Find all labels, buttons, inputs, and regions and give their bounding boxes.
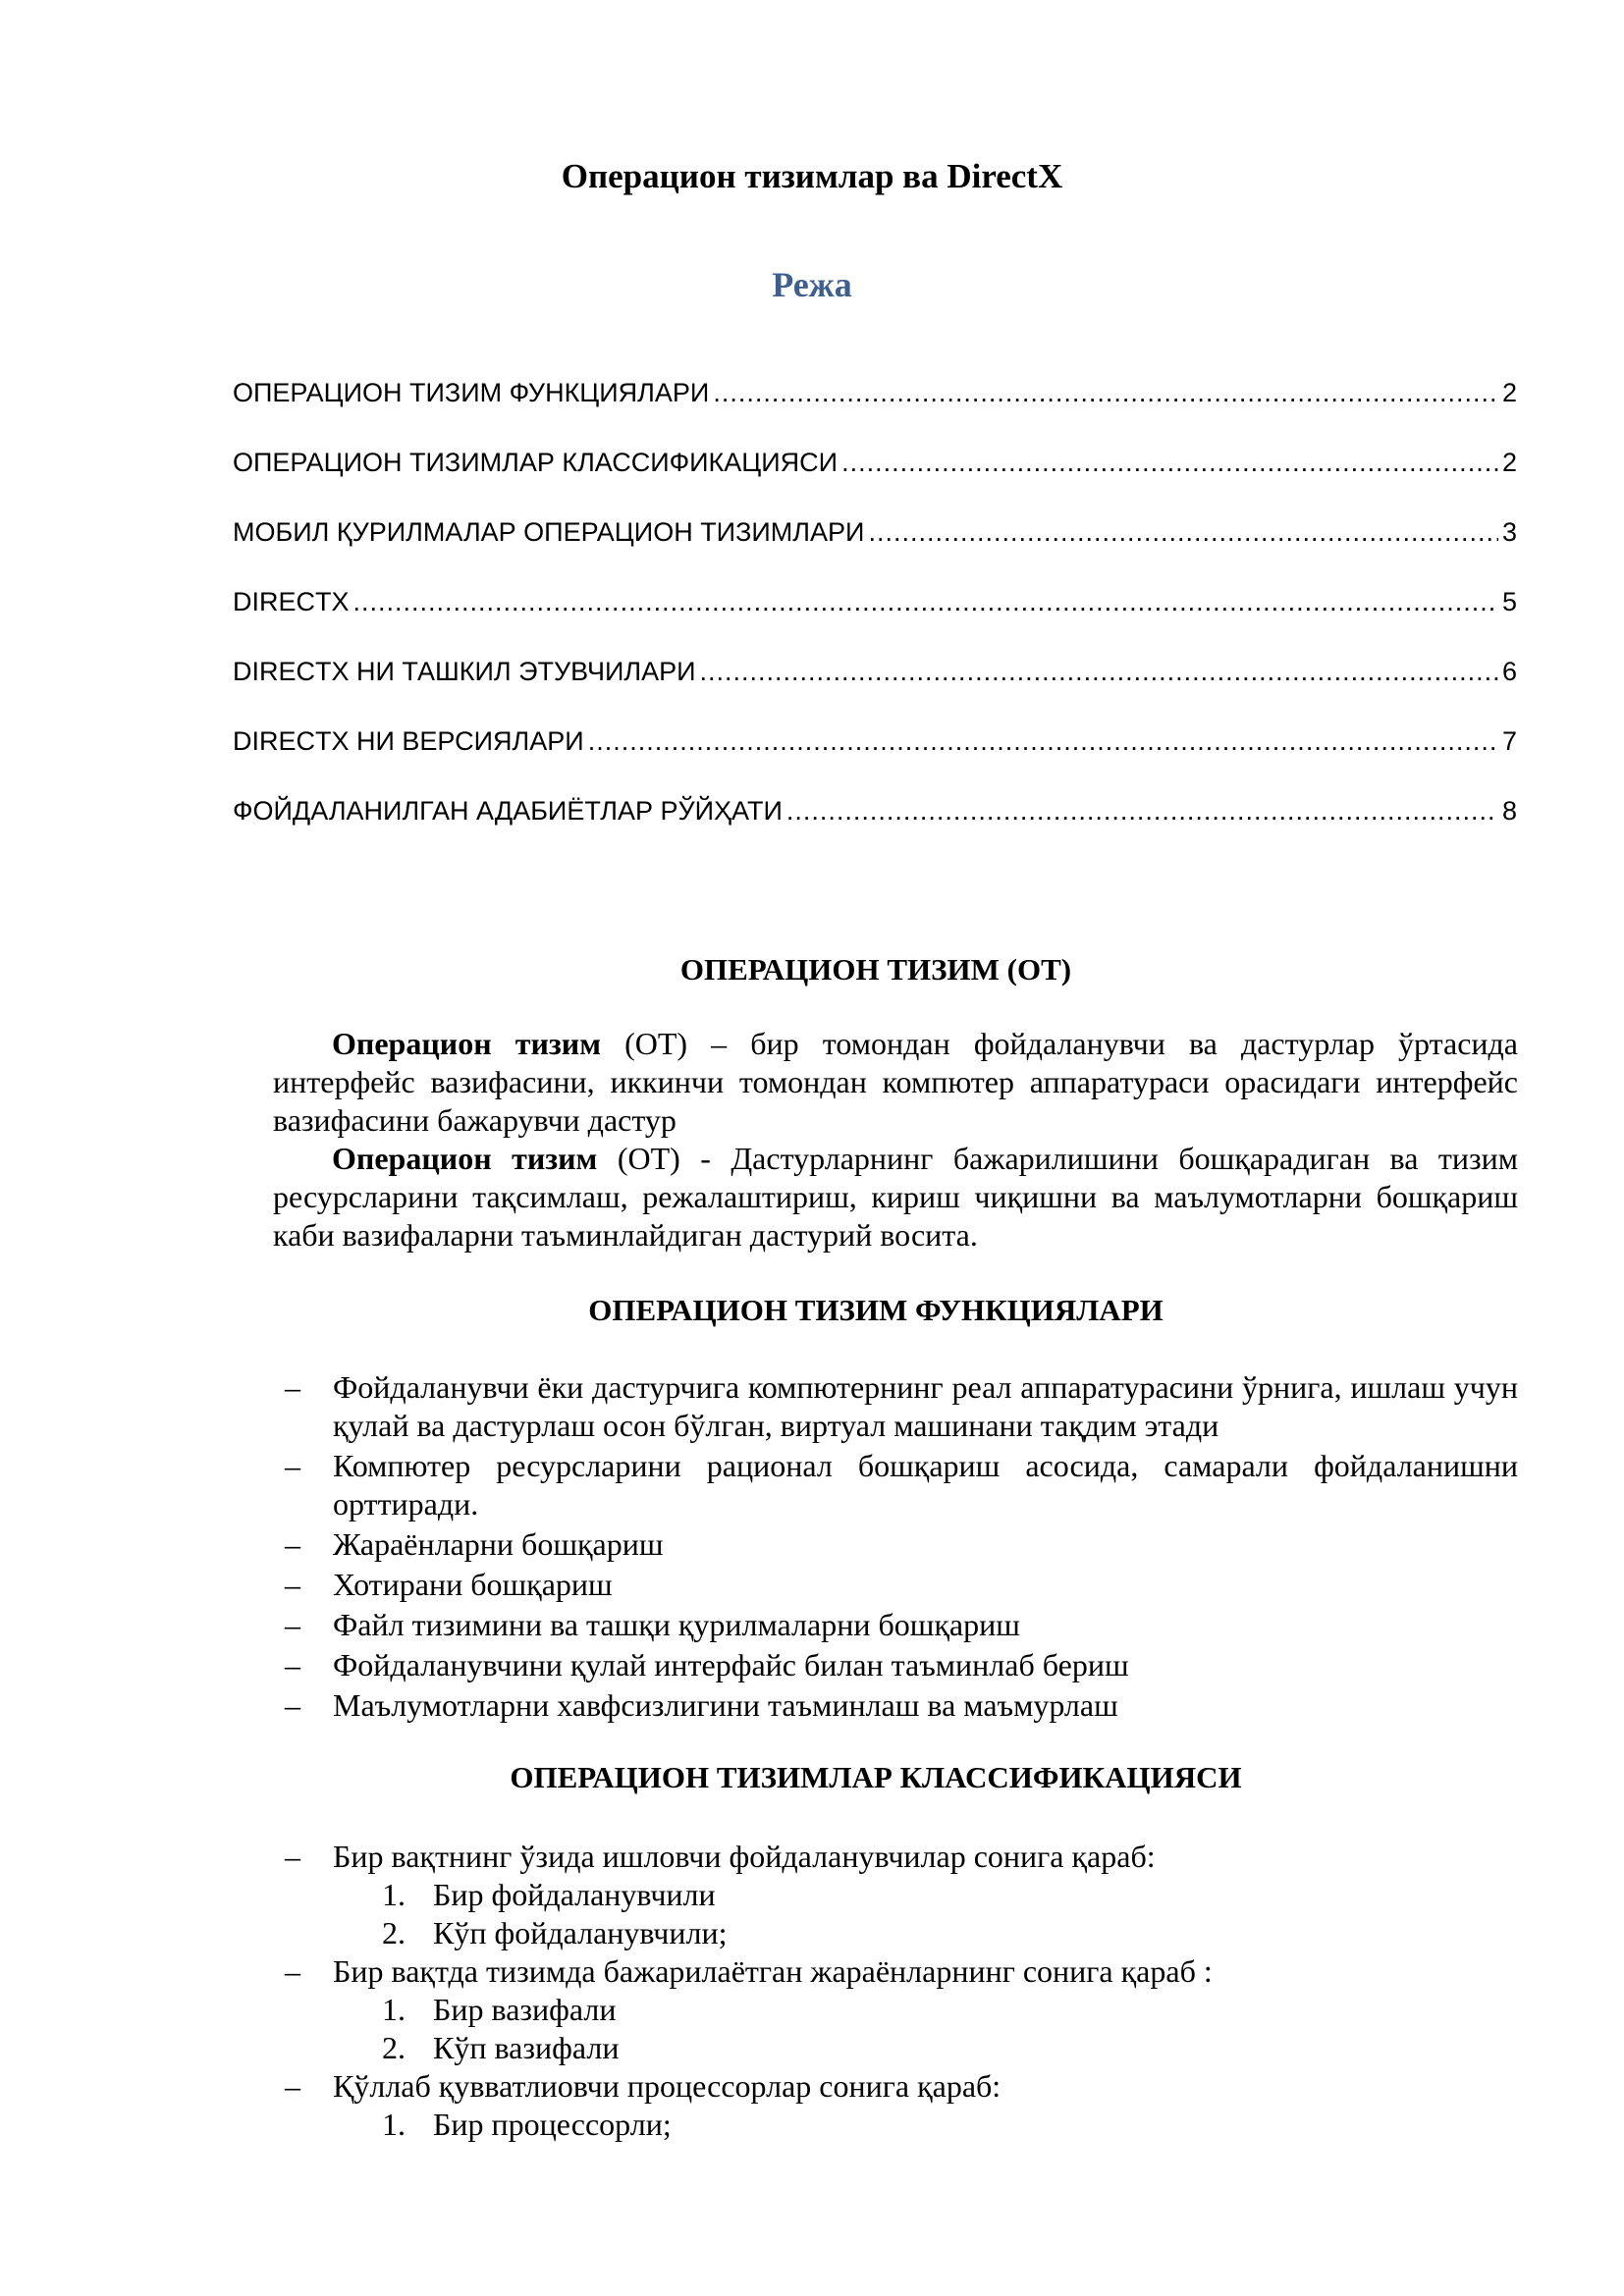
dash-bullet: – <box>285 1526 300 1562</box>
dash-bullet: – <box>285 1448 300 1483</box>
toc-entry-page[interactable]: 6 <box>1501 657 1517 686</box>
toc-entry-title[interactable]: DIRECTX НИ ТАШКИЛ ЭТУВЧИЛАРИ <box>233 657 696 686</box>
definition-paragraph-2 <box>273 1140 1518 1255</box>
sub-list-item-text: Бир фойдаланувчили <box>433 1877 716 1912</box>
section-heading-functions: ОПЕРАЦИОН ТИЗИМ ФУНКЦИЯЛАРИ <box>588 1293 1164 1327</box>
toc-entry-title[interactable]: МОБИЛ ҚУРИЛМАЛАР ОПЕРАЦИОН ТИЗИМЛАРИ <box>233 517 865 547</box>
toc-entry[interactable] <box>233 373 1517 443</box>
toc-entry[interactable] <box>233 721 1517 791</box>
sub-list <box>333 1876 1518 1952</box>
section-heading-classification: ОПЕРАЦИОН ТИЗИМЛАР КЛАССИФИКАЦИЯСИ <box>510 1760 1242 1794</box>
dash-bullet: – <box>285 2068 300 2104</box>
list-item-text: Бир вақтнинг ўзида ишловчи фойдаланувчилар сонига қараб: <box>333 1839 1156 1874</box>
toc-dot-leader <box>353 582 1498 621</box>
section-heading-ot: ОПЕРАЦИОН ТИЗИМ (ОТ) <box>679 952 1072 987</box>
toc-dot-leader <box>713 373 1498 412</box>
list-item <box>273 1566 1518 1604</box>
definition-term: Операцион тизим <box>332 1141 598 1176</box>
list-item-text: Хотирани бошқариш <box>333 1567 613 1602</box>
list-item <box>273 1686 1518 1725</box>
item-number: 2. <box>382 1915 406 1950</box>
definition-text: (ОТ) - Дастурларнинг бажарилишини бошқарадиган ва тизим ресурсларини тақсимлаш, режалаштириш, кириш чиқишни ва маълумотларни бошқариш каби вазифаларни таъминлайдиган дастурий восита. <box>273 1141 1519 1253</box>
sub-list <box>333 1991 1518 2067</box>
list-item-text: Жараёнларни бошқариш <box>333 1526 664 1562</box>
toc-dot-leader <box>868 512 1498 552</box>
toc-entry-page[interactable]: 5 <box>1501 587 1517 616</box>
definition-term: Операцион тизим <box>332 1026 601 1061</box>
toc-entry-page[interactable]: 8 <box>1501 796 1517 826</box>
toc-entry[interactable] <box>233 652 1517 721</box>
functions-list <box>273 1368 1518 1727</box>
list-item-text: Файл тизимини ва ташқи қурилмаларни бошқариш <box>333 1607 1020 1642</box>
list-item <box>273 1447 1518 1523</box>
sub-list-item-text: Бир вазифали <box>433 1992 617 2027</box>
list-item-text: Бир вақтда тизимда бажарилаётган жараёнларнинг сонига қараб : <box>333 1953 1213 1989</box>
toc-entry-title[interactable]: ФОЙДАЛАНИЛГАН АДАБИЁТЛАР РЎЙҲАТИ <box>233 796 783 826</box>
classification-list <box>273 1838 1518 2144</box>
dash-bullet: – <box>285 1953 300 1989</box>
list-item <box>273 1606 1518 1644</box>
toc-entry-page[interactable]: 2 <box>1501 378 1517 407</box>
sub-list-item <box>333 1914 1518 1952</box>
list-item-text: Қўллаб қувватлиовчи процессорлар сонига қараб: <box>333 2068 1001 2104</box>
sub-list-item-text: Кўп вазифали <box>433 2030 620 2065</box>
sub-list-item-text: Бир процессорли; <box>433 2107 672 2142</box>
item-number: 2. <box>382 2030 406 2065</box>
definition-text: (ОТ) – бир томондан фойдаланувчи ва дастурлар ўртасида интерфейс вазифасини, иккинчи томондан компютер аппаратураси орасидаги интерфейс вазифасини бажарувчи дастур <box>273 1026 1519 1138</box>
list-item-text: Фойдаланувчини қулай интерфайс билан таъминлаб бериш <box>333 1647 1129 1682</box>
list-item-text: Маълумотларни хавфсизлигини таъминлаш ва маъмурлаш <box>333 1687 1118 1723</box>
toc-entry-title[interactable]: ОПЕРАЦИОН ТИЗИМЛАР КЛАССИФИКАЦИЯСИ <box>233 448 839 477</box>
toc-entry-title[interactable]: DIRECTX <box>233 587 350 616</box>
list-item <box>273 2067 1518 2144</box>
dash-bullet: – <box>285 1369 300 1405</box>
toc-entry[interactable] <box>233 582 1517 652</box>
toc-heading: Режа <box>772 265 852 304</box>
toc-entry-title[interactable]: DIRECTX НИ ВЕРСИЯЛАРИ <box>233 726 584 756</box>
toc-entry-page[interactable]: 2 <box>1501 448 1517 477</box>
sub-list-item-text: Кўп фойдаланувчили; <box>433 1915 728 1950</box>
sub-list-item <box>333 1876 1518 1914</box>
dash-bullet: – <box>285 1839 300 1874</box>
toc-entry[interactable] <box>233 512 1517 582</box>
toc-dot-leader <box>841 443 1498 482</box>
document-title: Операцион тизимлар ва DirectX <box>561 157 1063 195</box>
list-item <box>273 1646 1518 1684</box>
sub-list <box>333 2106 1518 2144</box>
item-number: 1. <box>382 1877 406 1912</box>
list-item <box>273 1952 1518 2067</box>
list-item <box>273 1838 1518 1952</box>
dash-bullet: – <box>285 1607 300 1642</box>
sub-list-item <box>333 2106 1518 2144</box>
list-item-text: Фойдаланувчи ёки дастурчига компютернинг реал аппаратурасини ўрнига, ишлаш учун қулай ва дастурлаш осон бўлган, виртуал машинани тақдим этади <box>333 1369 1518 1443</box>
toc-dot-leader <box>588 721 1498 761</box>
list-item <box>273 1368 1518 1445</box>
toc-dot-leader <box>786 791 1498 830</box>
toc-entry[interactable] <box>233 791 1517 861</box>
toc-entry[interactable] <box>233 443 1517 512</box>
dash-bullet: – <box>285 1567 300 1602</box>
list-item <box>273 1525 1518 1564</box>
sub-list-item <box>333 1991 1518 2029</box>
toc-dot-leader <box>700 652 1498 691</box>
toc-entry-title[interactable]: ОПЕРАЦИОН ТИЗИМ ФУНКЦИЯЛАРИ <box>233 378 710 407</box>
table-of-contents <box>233 373 1517 861</box>
dash-bullet: – <box>285 1687 300 1723</box>
sub-list-item <box>333 2029 1518 2067</box>
toc-entry-page[interactable]: 3 <box>1501 517 1517 547</box>
dash-bullet: – <box>285 1647 300 1682</box>
item-number: 1. <box>382 2107 406 2142</box>
definition-paragraph-1 <box>273 1025 1518 1140</box>
item-number: 1. <box>382 1992 406 2027</box>
list-item-text: Компютер ресурсларини рационал бошқариш асосида, самарали фойдаланишни орттиради. <box>333 1448 1518 1522</box>
toc-entry-page[interactable]: 7 <box>1501 726 1517 756</box>
